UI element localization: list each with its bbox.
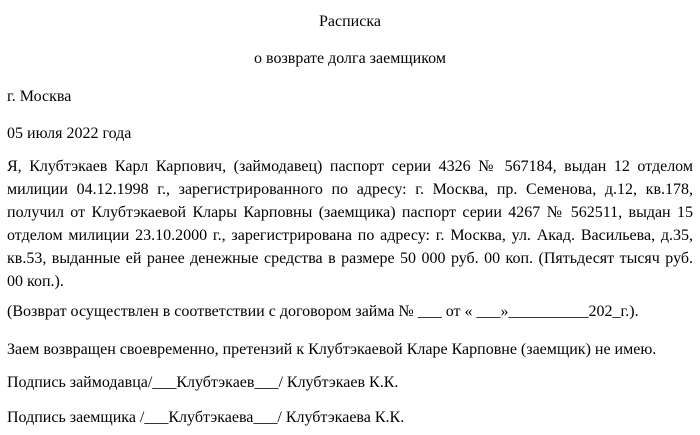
date: 05 июля 2022 года — [7, 125, 132, 142]
no-claims-statement: Заем возвращен своевременно, претензий к Клубтэкаевой Кларе Карповне (заемщик) не имею. — [7, 341, 657, 358]
body-line: получил от Клубтэкаевой Клары Карповны (заемщика) паспорт серии 4267 № 562511, выдан 15 — [7, 204, 693, 221]
document-title: Расписка — [319, 13, 381, 30]
body-line: 00 коп.). — [7, 273, 64, 290]
contract-note: (Возврат осуществлен в соответствии с договором займа № ___ от « ___»__________202_г.). — [7, 303, 639, 320]
body-line: отделом милиции 23.10.2000 г., зарегистрирована по адресу: г. Москва, ул. Акад. Васильева, д.35, — [7, 227, 693, 244]
document-subtitle: о возврате долга заемщиком — [254, 50, 446, 67]
body-line: милиции 04.12.1998 г., зарегистрированного по адресу: г. Москва, пр. Семенова, д.12, кв.178, — [7, 181, 693, 198]
body-line: Я, Клубтэкаев Карл Карпович, (займодавец) паспорт серии 4326 № 567184, выдан 12 отделом — [7, 158, 693, 175]
city: г. Москва — [7, 88, 72, 105]
body-line: кв.53, выданные ей ранее денежные средства в размере 50 000 руб. 00 коп. (Пятьдесят тысяч руб. — [7, 250, 693, 267]
borrower-signature: Подпись заемщика /___Клубтэкаева___/ Клубтэкаева К.К. — [7, 409, 405, 426]
lender-signature: Подпись займодавца/___Клубтэкаев___/ Клубтэкаев К.К. — [7, 374, 399, 391]
